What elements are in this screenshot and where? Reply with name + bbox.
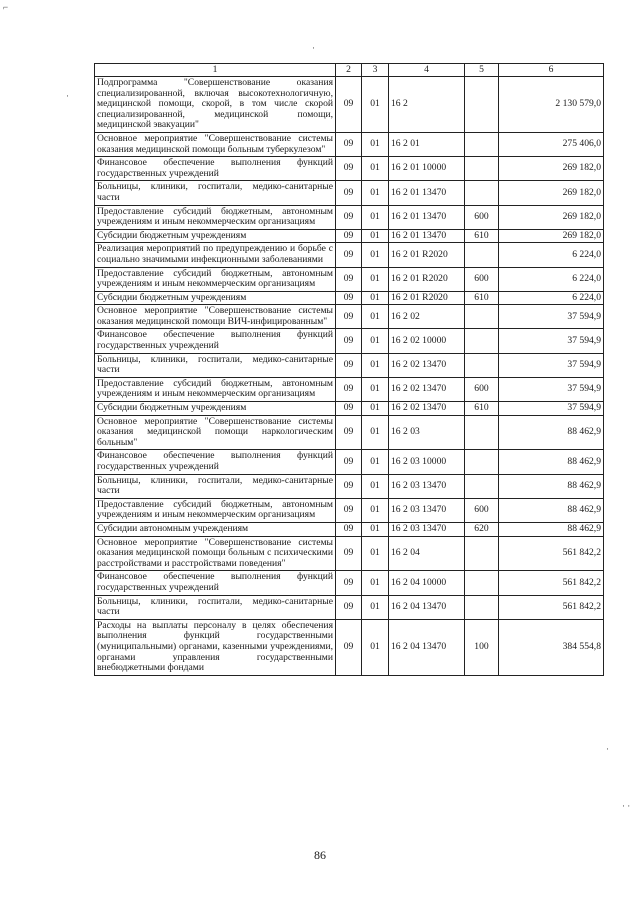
- table-header-row: [95, 64, 604, 77]
- subsection-code-cell: 01: [362, 353, 389, 377]
- column-header: 5: [465, 64, 499, 77]
- expense-type-cell: [465, 157, 499, 181]
- table-row: [95, 353, 604, 377]
- row-name-cell: Субсидии бюджетным учреждениям: [95, 291, 336, 305]
- table-row: [95, 229, 604, 243]
- subsection-code-cell: 01: [362, 536, 389, 571]
- expense-type-cell: 600: [465, 377, 499, 401]
- amount-cell: 88 462,9: [499, 522, 604, 536]
- subsection-code-cell: 01: [362, 157, 389, 181]
- target-article-cell: 16 2 01 13470: [389, 181, 465, 205]
- column-header: 6: [499, 64, 604, 77]
- amount-cell: 88 462,9: [499, 415, 604, 450]
- subsection-code-cell: 01: [362, 305, 389, 329]
- table-row: [95, 157, 604, 181]
- row-name-cell: Основное мероприятие "Совершенствование системы оказания медицинской помощи ВИЧ-инфицированным": [95, 305, 336, 329]
- subsection-code-cell: 01: [362, 522, 389, 536]
- subsection-code-cell: 01: [362, 619, 389, 675]
- row-name-cell: Больницы, клиники, госпитали, медико-санитарные части: [95, 474, 336, 498]
- subsection-code-cell: 01: [362, 267, 389, 291]
- subsection-code-cell: 01: [362, 291, 389, 305]
- amount-cell: 37 594,9: [499, 377, 604, 401]
- amount-cell: 37 594,9: [499, 305, 604, 329]
- row-name-cell: Реализация мероприятий по предупреждению и борьбе с социально значимыми инфекционными заболеваниями: [95, 243, 336, 267]
- target-article-cell: 16 2 01 R2020: [389, 291, 465, 305]
- target-article-cell: 16 2 02 13470: [389, 377, 465, 401]
- amount-cell: 275 406,0: [499, 132, 604, 156]
- amount-cell: 37 594,9: [499, 329, 604, 353]
- subsection-code-cell: 01: [362, 377, 389, 401]
- target-article-cell: 16 2 02 13470: [389, 402, 465, 416]
- table-row: [95, 77, 604, 133]
- table-row: [95, 305, 604, 329]
- section-code-cell: 09: [336, 522, 362, 536]
- table-row: [95, 329, 604, 353]
- subsection-code-cell: 01: [362, 402, 389, 416]
- section-code-cell: 09: [336, 415, 362, 450]
- section-code-cell: 09: [336, 329, 362, 353]
- column-header: 3: [362, 64, 389, 77]
- expense-type-cell: [465, 181, 499, 205]
- expense-type-cell: [465, 132, 499, 156]
- expense-type-cell: [465, 474, 499, 498]
- target-article-cell: 16 2 04 10000: [389, 571, 465, 595]
- amount-cell: 88 462,9: [499, 450, 604, 474]
- row-name-cell: Предоставление субсидий бюджетным, автономным учреждениям и иным некоммерческим организациям: [95, 377, 336, 401]
- row-name-cell: Субсидии бюджетным учреждениям: [95, 229, 336, 243]
- row-name-cell: Подпрограмма "Совершенствование оказания специализированной, включая высокотехнологичную, медицинской помощи, скорой, в том числе скорой специализированной, медицинской помощи, медицинской эвакуации": [95, 77, 336, 133]
- row-name-cell: Субсидии бюджетным учреждениям: [95, 402, 336, 416]
- table-row: [95, 619, 604, 675]
- expense-type-cell: [465, 595, 499, 619]
- target-article-cell: 16 2 03: [389, 415, 465, 450]
- table-row: [95, 474, 604, 498]
- section-code-cell: 09: [336, 205, 362, 229]
- section-code-cell: 09: [336, 291, 362, 305]
- table-row: [95, 415, 604, 450]
- table-row: [95, 205, 604, 229]
- table-row: [95, 522, 604, 536]
- scan-speck: ·: [66, 91, 69, 101]
- section-code-cell: 09: [336, 619, 362, 675]
- section-code-cell: 09: [336, 305, 362, 329]
- table-row: [95, 377, 604, 401]
- amount-cell: 37 594,9: [499, 402, 604, 416]
- row-name-cell: Основное мероприятие "Совершенствование системы оказания медицинской помощи наркологическим больным": [95, 415, 336, 450]
- expense-type-cell: [465, 415, 499, 450]
- expense-type-cell: 620: [465, 522, 499, 536]
- target-article-cell: 16 2 01: [389, 132, 465, 156]
- target-article-cell: 16 2 04 13470: [389, 595, 465, 619]
- section-code-cell: 09: [336, 181, 362, 205]
- amount-cell: 384 554,8: [499, 619, 604, 675]
- table-row: [95, 267, 604, 291]
- expense-type-cell: [465, 305, 499, 329]
- expense-type-cell: 610: [465, 229, 499, 243]
- amount-cell: 561 842,2: [499, 536, 604, 571]
- target-article-cell: 16 2 03 13470: [389, 498, 465, 522]
- subsection-code-cell: 01: [362, 329, 389, 353]
- expense-type-cell: [465, 450, 499, 474]
- section-code-cell: 09: [336, 498, 362, 522]
- section-code-cell: 09: [336, 571, 362, 595]
- section-code-cell: 09: [336, 77, 362, 133]
- target-article-cell: 16 2 02 13470: [389, 353, 465, 377]
- column-header: 2: [336, 64, 362, 77]
- subsection-code-cell: 01: [362, 415, 389, 450]
- amount-cell: 2 130 579,0: [499, 77, 604, 133]
- row-name-cell: Финансовое обеспечение выполнения функций государственных учреждений: [95, 450, 336, 474]
- subsection-code-cell: 01: [362, 571, 389, 595]
- target-article-cell: 16 2 03 10000: [389, 450, 465, 474]
- table-row: [95, 536, 604, 571]
- budget-table: [94, 63, 604, 676]
- section-code-cell: 09: [336, 474, 362, 498]
- section-code-cell: 09: [336, 536, 362, 571]
- table-row: [95, 291, 604, 305]
- amount-cell: 88 462,9: [499, 498, 604, 522]
- expense-type-cell: [465, 536, 499, 571]
- expense-type-cell: 610: [465, 291, 499, 305]
- table-row: [95, 595, 604, 619]
- page-number: 86: [314, 848, 326, 862]
- target-article-cell: 16 2 03 13470: [389, 474, 465, 498]
- section-code-cell: 09: [336, 132, 362, 156]
- amount-cell: 6 224,0: [499, 243, 604, 267]
- section-code-cell: 09: [336, 402, 362, 416]
- target-article-cell: 16 2 01 R2020: [389, 243, 465, 267]
- amount-cell: 561 842,2: [499, 571, 604, 595]
- table-row: [95, 402, 604, 416]
- table-row: [95, 571, 604, 595]
- subsection-code-cell: 01: [362, 595, 389, 619]
- target-article-cell: 16 2 02 10000: [389, 329, 465, 353]
- subsection-code-cell: 01: [362, 474, 389, 498]
- target-article-cell: 16 2 01 10000: [389, 157, 465, 181]
- target-article-cell: 16 2 04 13470: [389, 619, 465, 675]
- amount-cell: 269 182,0: [499, 205, 604, 229]
- target-article-cell: 16 2 01 R2020: [389, 267, 465, 291]
- row-name-cell: Финансовое обеспечение выполнения функций государственных учреждений: [95, 329, 336, 353]
- section-code-cell: 09: [336, 243, 362, 267]
- row-name-cell: Финансовое обеспечение выполнения функций государственных учреждений: [95, 571, 336, 595]
- section-code-cell: 09: [336, 229, 362, 243]
- subsection-code-cell: 01: [362, 77, 389, 133]
- subsection-code-cell: 01: [362, 181, 389, 205]
- section-code-cell: 09: [336, 595, 362, 619]
- section-code-cell: 09: [336, 353, 362, 377]
- expense-type-cell: 100: [465, 619, 499, 675]
- expense-type-cell: 600: [465, 205, 499, 229]
- target-article-cell: 16 2 01 13470: [389, 205, 465, 229]
- amount-cell: 6 224,0: [499, 267, 604, 291]
- row-name-cell: Предоставление субсидий бюджетным, автономным учреждениям и иным некоммерческим организациям: [95, 498, 336, 522]
- table-row: [95, 498, 604, 522]
- scan-speck: · ·: [622, 801, 631, 811]
- table-body: [95, 77, 604, 676]
- section-code-cell: 09: [336, 267, 362, 291]
- table-row: [95, 450, 604, 474]
- column-header: 4: [389, 64, 465, 77]
- row-name-cell: Основное мероприятие "Совершенствование системы оказания медицинской помощи больным с психическими расстройствами и расстройствами поведения": [95, 536, 336, 571]
- expense-type-cell: 600: [465, 267, 499, 291]
- target-article-cell: 16 2 01 13470: [389, 229, 465, 243]
- target-article-cell: 16 2 03 13470: [389, 522, 465, 536]
- row-name-cell: Финансовое обеспечение выполнения функций государственных учреждений: [95, 157, 336, 181]
- section-code-cell: 09: [336, 157, 362, 181]
- expense-type-cell: [465, 329, 499, 353]
- expense-type-cell: [465, 243, 499, 267]
- row-name-cell: Расходы на выплаты персоналу в целях обеспечения выполнения функций государственными (муниципальными) органами, казенными учреждениями, органами управления государственными внебюджетными фондами: [95, 619, 336, 675]
- section-code-cell: 09: [336, 377, 362, 401]
- section-code-cell: 09: [336, 450, 362, 474]
- target-article-cell: 16 2: [389, 77, 465, 133]
- table-row: [95, 181, 604, 205]
- row-name-cell: Предоставление субсидий бюджетным, автономным учреждениям и иным некоммерческим организациям: [95, 205, 336, 229]
- expense-type-cell: 600: [465, 498, 499, 522]
- subsection-code-cell: 01: [362, 132, 389, 156]
- row-name-cell: Больницы, клиники, госпитали, медико-санитарные части: [95, 181, 336, 205]
- expense-type-cell: [465, 353, 499, 377]
- amount-cell: 269 182,0: [499, 181, 604, 205]
- amount-cell: 37 594,9: [499, 353, 604, 377]
- scan-speck: ·: [312, 43, 315, 53]
- subsection-code-cell: 01: [362, 498, 389, 522]
- target-article-cell: 16 2 04: [389, 536, 465, 571]
- scan-corner-mark: ⌐: [3, 2, 9, 12]
- table-row: [95, 132, 604, 156]
- amount-cell: 561 842,2: [499, 595, 604, 619]
- amount-cell: 269 182,0: [499, 157, 604, 181]
- amount-cell: 88 462,9: [499, 474, 604, 498]
- row-name-cell: Больницы, клиники, госпитали, медико-санитарные части: [95, 353, 336, 377]
- subsection-code-cell: 01: [362, 205, 389, 229]
- expense-type-cell: [465, 571, 499, 595]
- amount-cell: 6 224,0: [499, 291, 604, 305]
- subsection-code-cell: 01: [362, 229, 389, 243]
- table-row: [95, 243, 604, 267]
- subsection-code-cell: 01: [362, 243, 389, 267]
- row-name-cell: Больницы, клиники, госпитали, медико-санитарные части: [95, 595, 336, 619]
- row-name-cell: Основное мероприятие "Совершенствование системы оказания медицинской помощи больным туберкулезом": [95, 132, 336, 156]
- expense-type-cell: 610: [465, 402, 499, 416]
- scan-speck: ·: [606, 744, 609, 754]
- amount-cell: 269 182,0: [499, 229, 604, 243]
- row-name-cell: Предоставление субсидий бюджетным, автономным учреждениям и иным некоммерческим организациям: [95, 267, 336, 291]
- subsection-code-cell: 01: [362, 450, 389, 474]
- row-name-cell: Субсидии автономным учреждениям: [95, 522, 336, 536]
- column-header: 1: [95, 64, 336, 77]
- target-article-cell: 16 2 02: [389, 305, 465, 329]
- expense-type-cell: [465, 77, 499, 133]
